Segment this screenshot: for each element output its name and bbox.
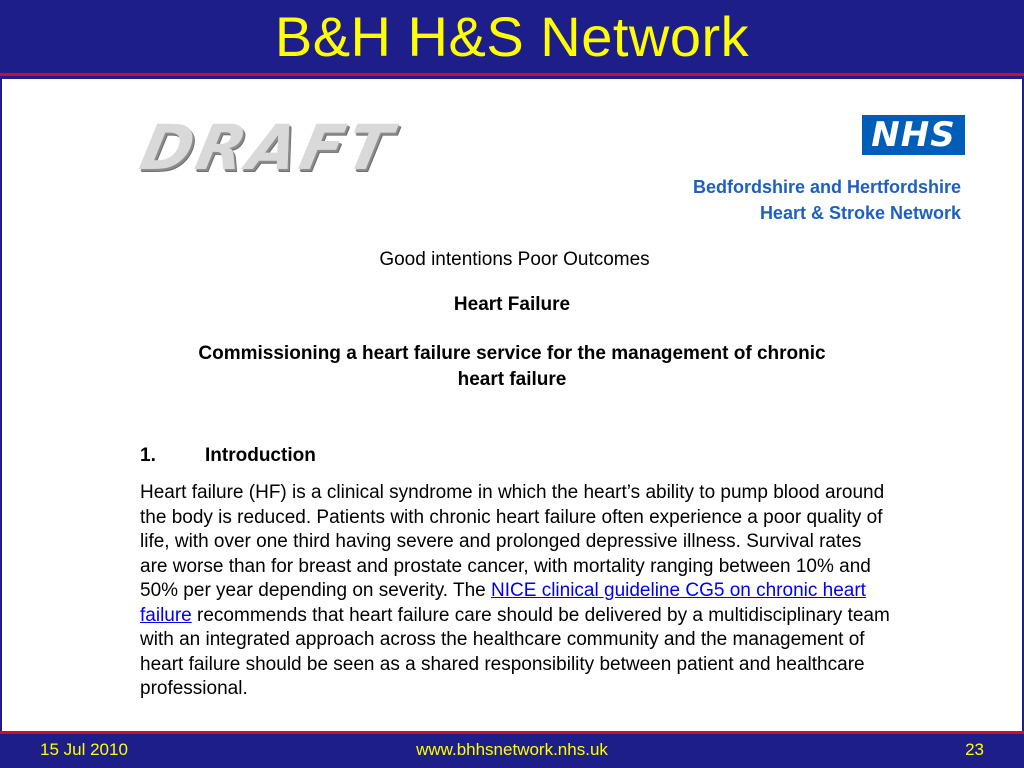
heading-line1: Commissioning a heart failure service for the management of chronic — [198, 343, 826, 364]
nhs-logo: NHS — [862, 115, 965, 155]
footer-bar — [0, 731, 1024, 768]
paragraph-text-before-link: Heart failure (HF) is a clinical syndrome in which the heart’s ability to pump blood around the body is reduced. Patients with chronic heart failure often experience a poor quality of life, with over one third having severe and prolonged depressive illness. Survival rates are worse than for breast and prostate cancer, with mortality ranging between 10% and 50% per year depending on severity. The — [140, 482, 885, 601]
heading-line2: heart failure — [457, 369, 567, 390]
title-bar — [0, 0, 1024, 76]
section-heading — [140, 445, 316, 467]
document-subtitle — [2, 249, 1022, 271]
document-heading — [142, 341, 882, 393]
nice-guideline-link[interactable]: NICE clinical guideline CG5 on chronic heart failure — [140, 580, 866, 626]
document-topic: Heart Failure — [453, 294, 571, 315]
footer-url: www.bhhsnetwork.nhs.uk — [416, 740, 608, 759]
footer-date: 15 Jul 2010 — [40, 740, 128, 759]
paragraph-text-after-link: recommends that heart failure care should be delivered by a multidisciplinary team with an integrated approach across the healthcare community and the management of heart failure should be seen as a shared responsibility between patient and healthcare professional. — [140, 604, 890, 699]
organization-name — [693, 174, 961, 226]
slide-title: B&H H&S Network — [274, 5, 750, 68]
org-name-line1: Bedfordshire and Hertfordshire — [692, 177, 961, 197]
draft-watermark: DRAFT — [134, 111, 402, 184]
page-number: 23 — [965, 740, 984, 759]
slide-content — [0, 79, 1024, 731]
introduction-paragraph — [140, 481, 890, 702]
section-number: 1. — [140, 445, 156, 466]
subtitle-text: Good intentions Poor Outcomes — [379, 249, 650, 270]
org-name-line2: Heart & Stroke Network — [759, 203, 961, 223]
section-title: Introduction — [205, 445, 316, 466]
